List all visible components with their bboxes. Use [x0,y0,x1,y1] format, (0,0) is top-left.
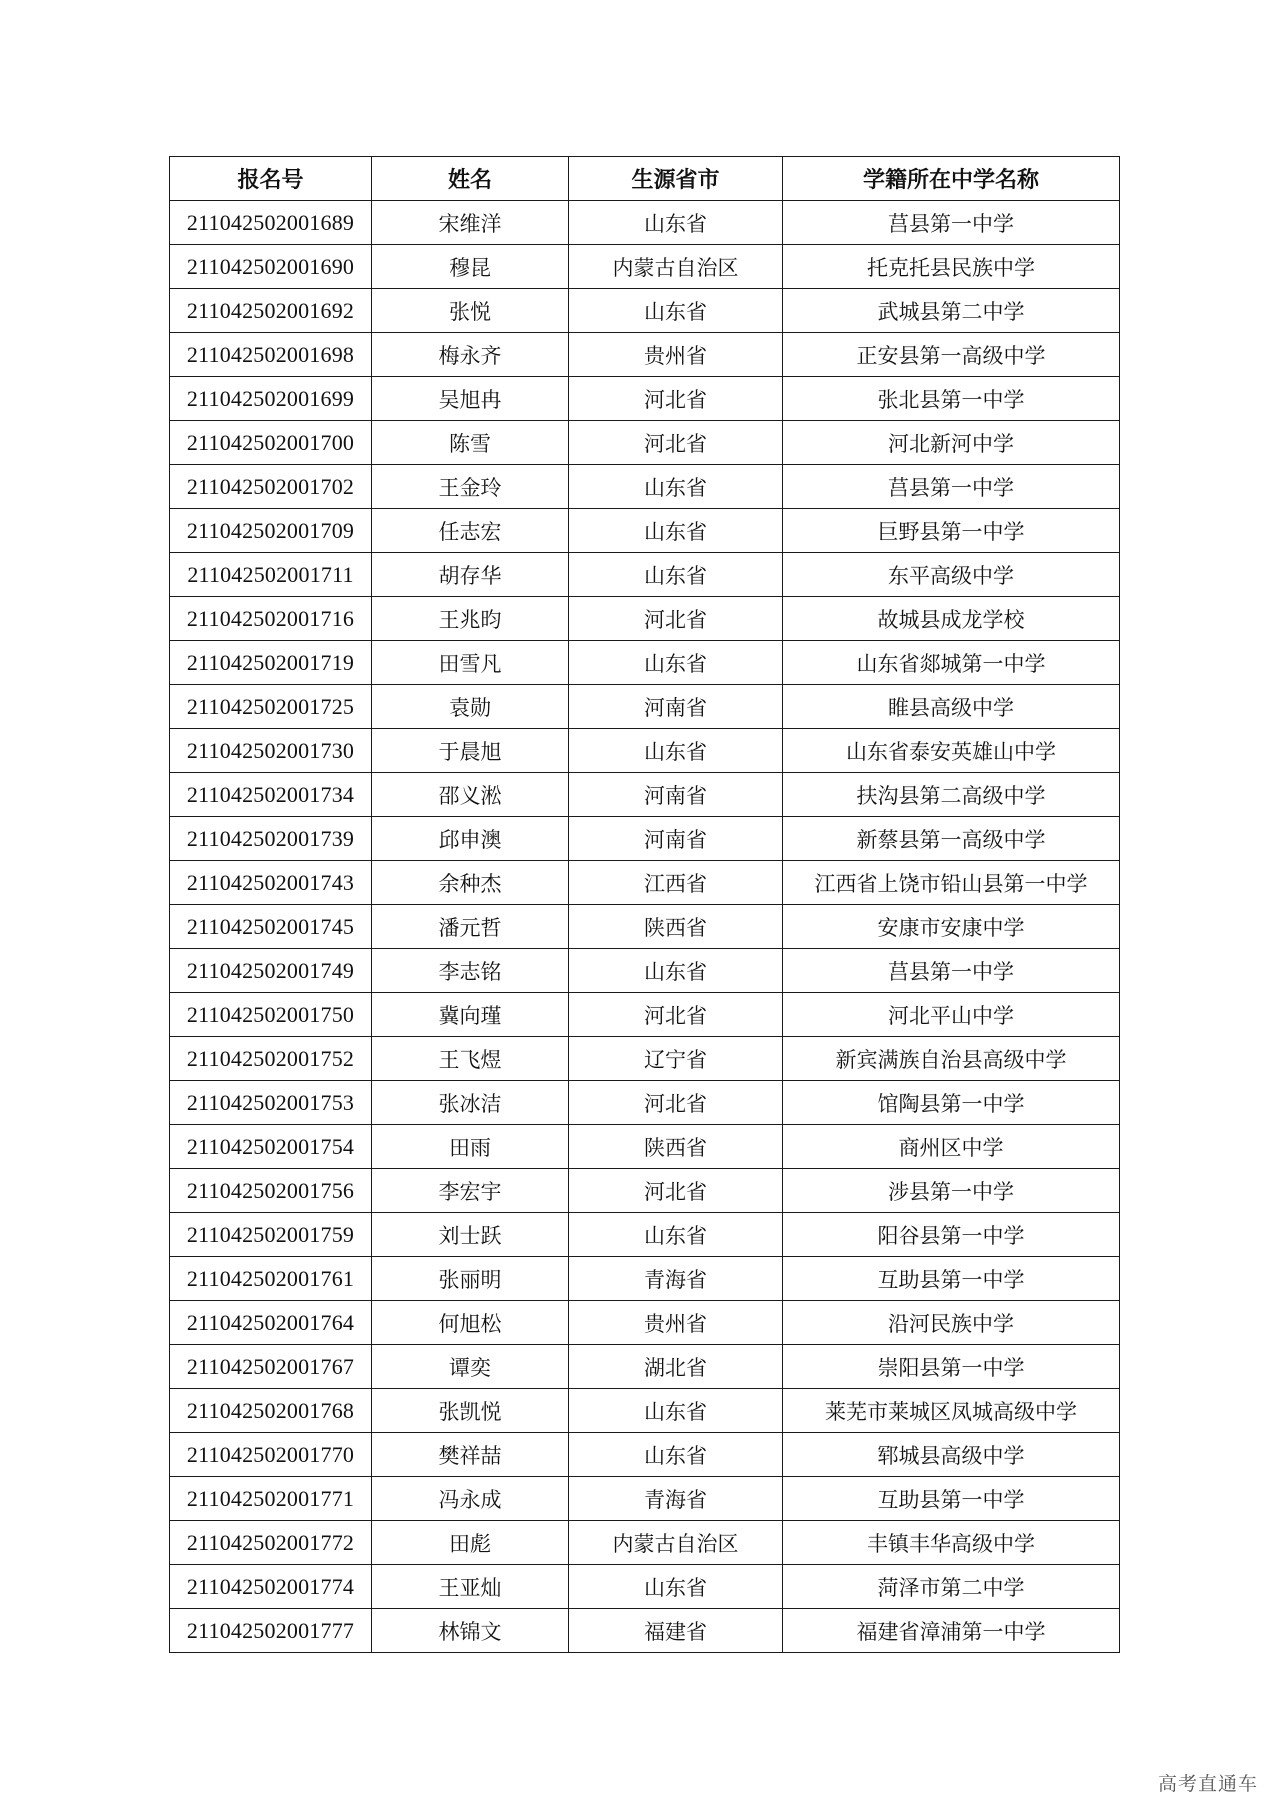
school-name-cell: 莱芜市莱城区凤城高级中学 [783,1389,1120,1433]
registration-number-cell: 211042502001754 [170,1125,372,1169]
school-name-cell: 互助县第一中学 [783,1257,1120,1301]
registration-number-cell: 211042502001730 [170,729,372,773]
school-name-cell: 扶沟县第二高级中学 [783,773,1120,817]
registration-number-cell: 211042502001745 [170,905,372,949]
name-cell: 王亚灿 [372,1565,569,1609]
source-province-cell: 山东省 [569,949,783,993]
source-province-cell: 河南省 [569,817,783,861]
source-province-cell: 湖北省 [569,1345,783,1389]
table-row [170,1037,1120,1081]
registration-number-cell: 211042502001699 [170,377,372,421]
registration-number-cell: 211042502001768 [170,1389,372,1433]
table-row [170,1301,1120,1345]
source-province-cell: 江西省 [569,861,783,905]
registration-number-cell: 211042502001709 [170,509,372,553]
source-province-cell: 贵州省 [569,333,783,377]
source-province-cell: 河北省 [569,597,783,641]
name-cell: 冯永成 [372,1477,569,1521]
table-row [170,1433,1120,1477]
table-row [170,1125,1120,1169]
name-cell: 吴旭冉 [372,377,569,421]
name-cell: 谭奕 [372,1345,569,1389]
table-body [170,201,1120,1653]
school-name-cell: 郓城县高级中学 [783,1433,1120,1477]
registration-number-cell: 211042502001719 [170,641,372,685]
name-cell: 李宏宇 [372,1169,569,1213]
name-cell: 穆昆 [372,245,569,289]
source-province-cell: 山东省 [569,465,783,509]
registration-number-cell: 211042502001774 [170,1565,372,1609]
source-province-cell: 山东省 [569,1433,783,1477]
school-name-cell: 莒县第一中学 [783,465,1120,509]
name-cell: 于晨旭 [372,729,569,773]
school-name-cell: 馆陶县第一中学 [783,1081,1120,1125]
school-name-cell: 张北县第一中学 [783,377,1120,421]
registration-number-cell: 211042502001743 [170,861,372,905]
school-name-cell: 托克托县民族中学 [783,245,1120,289]
school-name-cell: 河北平山中学 [783,993,1120,1037]
school-name-cell: 睢县高级中学 [783,685,1120,729]
name-cell: 王金玲 [372,465,569,509]
table-row [170,1389,1120,1433]
table-row [170,553,1120,597]
name-cell: 袁勋 [372,685,569,729]
header-row [170,157,1120,201]
table-row [170,861,1120,905]
name-cell: 何旭松 [372,1301,569,1345]
source-province-cell: 河北省 [569,377,783,421]
table-header [170,157,1120,201]
registration-number-cell: 211042502001711 [170,553,372,597]
table-row [170,465,1120,509]
table-row [170,377,1120,421]
source-province-cell: 山东省 [569,729,783,773]
registration-number-cell: 211042502001750 [170,993,372,1037]
name-cell: 梅永齐 [372,333,569,377]
name-cell: 陈雪 [372,421,569,465]
admission-roster-table [169,156,1120,1653]
header-name: 姓名 [372,157,569,201]
source-province-cell: 山东省 [569,1389,783,1433]
table-row [170,1213,1120,1257]
header-source-province: 生源省市 [569,157,783,201]
source-province-cell: 福建省 [569,1609,783,1653]
registration-number-cell: 211042502001698 [170,333,372,377]
name-cell: 张凯悦 [372,1389,569,1433]
registration-number-cell: 211042502001761 [170,1257,372,1301]
school-name-cell: 菏泽市第二中学 [783,1565,1120,1609]
source-province-cell: 陕西省 [569,905,783,949]
header-school-name: 学籍所在中学名称 [783,157,1120,201]
source-province-cell: 内蒙古自治区 [569,245,783,289]
name-cell: 王兆昀 [372,597,569,641]
source-province-cell: 山东省 [569,509,783,553]
source-province-cell: 河北省 [569,993,783,1037]
source-province-cell: 河南省 [569,773,783,817]
registration-number-cell: 211042502001739 [170,817,372,861]
registration-number-cell: 211042502001689 [170,201,372,245]
table-row [170,289,1120,333]
school-name-cell: 莒县第一中学 [783,949,1120,993]
registration-number-cell: 211042502001771 [170,1477,372,1521]
school-name-cell: 崇阳县第一中学 [783,1345,1120,1389]
name-cell: 林锦文 [372,1609,569,1653]
table-row [170,1081,1120,1125]
registration-number-cell: 211042502001749 [170,949,372,993]
table-row [170,685,1120,729]
school-name-cell: 江西省上饶市铅山县第一中学 [783,861,1120,905]
source-province-cell: 河南省 [569,685,783,729]
name-cell: 张冰洁 [372,1081,569,1125]
name-cell: 樊祥喆 [372,1433,569,1477]
school-name-cell: 山东省郯城第一中学 [783,641,1120,685]
header-registration-number: 报名号 [170,157,372,201]
table-row [170,1565,1120,1609]
registration-number-cell: 211042502001777 [170,1609,372,1653]
name-cell: 田雪凡 [372,641,569,685]
source-province-cell: 山东省 [569,553,783,597]
source-province-cell: 青海省 [569,1477,783,1521]
source-province-cell: 河北省 [569,1081,783,1125]
source-province-cell: 辽宁省 [569,1037,783,1081]
name-cell: 余种杰 [372,861,569,905]
table-row [170,509,1120,553]
source-province-cell: 山东省 [569,1565,783,1609]
source-province-cell: 河北省 [569,421,783,465]
school-name-cell: 新宾满族自治县高级中学 [783,1037,1120,1081]
school-name-cell: 福建省漳浦第一中学 [783,1609,1120,1653]
source-province-cell: 内蒙古自治区 [569,1521,783,1565]
school-name-cell: 商州区中学 [783,1125,1120,1169]
table-row [170,1257,1120,1301]
registration-number-cell: 211042502001764 [170,1301,372,1345]
table-row [170,817,1120,861]
source-province-cell: 山东省 [569,1213,783,1257]
source-province-cell: 山东省 [569,289,783,333]
name-cell: 冀向瑾 [372,993,569,1037]
registration-number-cell: 211042502001752 [170,1037,372,1081]
name-cell: 田雨 [372,1125,569,1169]
school-name-cell: 涉县第一中学 [783,1169,1120,1213]
watermark-text: 高考直通车 [1157,1773,1258,1795]
table-row [170,641,1120,685]
registration-number-cell: 211042502001716 [170,597,372,641]
table-row [170,1521,1120,1565]
name-cell: 胡存华 [372,553,569,597]
registration-number-cell: 211042502001725 [170,685,372,729]
table-row [170,1345,1120,1389]
registration-number-cell: 211042502001734 [170,773,372,817]
source-province-cell: 山东省 [569,201,783,245]
registration-number-cell: 211042502001759 [170,1213,372,1257]
school-name-cell: 沿河民族中学 [783,1301,1120,1345]
registration-number-cell: 211042502001767 [170,1345,372,1389]
name-cell: 任志宏 [372,509,569,553]
school-name-cell: 山东省泰安英雄山中学 [783,729,1120,773]
school-name-cell: 正安县第一高级中学 [783,333,1120,377]
name-cell: 王飞煜 [372,1037,569,1081]
registration-number-cell: 211042502001770 [170,1433,372,1477]
registration-number-cell: 211042502001692 [170,289,372,333]
registration-number-cell: 211042502001690 [170,245,372,289]
name-cell: 刘士跃 [372,1213,569,1257]
school-name-cell: 武城县第二中学 [783,289,1120,333]
school-name-cell: 河北新河中学 [783,421,1120,465]
registration-number-cell: 211042502001772 [170,1521,372,1565]
name-cell: 李志铭 [372,949,569,993]
table-row [170,949,1120,993]
source-province-cell: 贵州省 [569,1301,783,1345]
table-row [170,729,1120,773]
registration-number-cell: 211042502001700 [170,421,372,465]
table-row [170,201,1120,245]
source-province-cell: 青海省 [569,1257,783,1301]
school-name-cell: 互助县第一中学 [783,1477,1120,1521]
name-cell: 潘元哲 [372,905,569,949]
school-name-cell: 故城县成龙学校 [783,597,1120,641]
name-cell: 邵义淞 [372,773,569,817]
school-name-cell: 新蔡县第一高级中学 [783,817,1120,861]
name-cell: 邱申澳 [372,817,569,861]
table-row [170,1609,1120,1653]
table-row [170,1169,1120,1213]
registration-number-cell: 211042502001753 [170,1081,372,1125]
registration-number-cell: 211042502001702 [170,465,372,509]
source-province-cell: 河北省 [569,1169,783,1213]
registration-number-cell: 211042502001756 [170,1169,372,1213]
name-cell: 田彪 [372,1521,569,1565]
school-name-cell: 莒县第一中学 [783,201,1120,245]
school-name-cell: 巨野县第一中学 [783,509,1120,553]
source-province-cell: 陕西省 [569,1125,783,1169]
school-name-cell: 安康市安康中学 [783,905,1120,949]
school-name-cell: 东平高级中学 [783,553,1120,597]
table-row [170,905,1120,949]
table-row [170,993,1120,1037]
name-cell: 张丽明 [372,1257,569,1301]
name-cell: 宋维洋 [372,201,569,245]
school-name-cell: 丰镇丰华高级中学 [783,1521,1120,1565]
table-row [170,333,1120,377]
table-row [170,245,1120,289]
table-row [170,773,1120,817]
source-province-cell: 山东省 [569,641,783,685]
table-row [170,421,1120,465]
name-cell: 张悦 [372,289,569,333]
table-row [170,597,1120,641]
school-name-cell: 阳谷县第一中学 [783,1213,1120,1257]
table-row [170,1477,1120,1521]
